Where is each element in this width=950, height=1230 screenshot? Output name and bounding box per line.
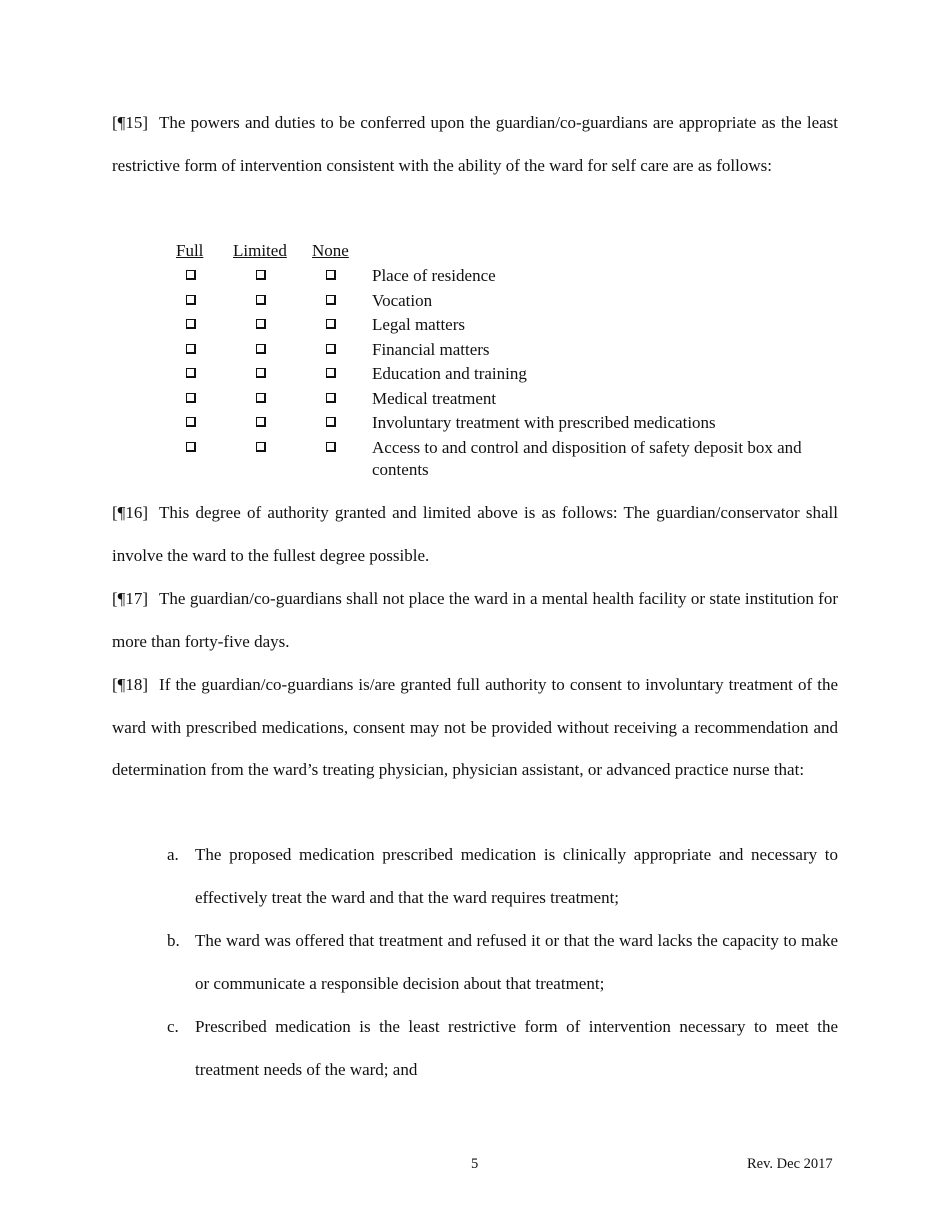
paragraph-text: The guardian/co-guardians shall not place the ward in a mental health facility or state institution for more than forty-five days. bbox=[112, 589, 838, 651]
row-label: Involuntary treatment with prescribed medications bbox=[372, 413, 716, 432]
checkbox-none[interactable] bbox=[326, 344, 336, 354]
paragraph-18 bbox=[112, 664, 838, 792]
checkbox-none[interactable] bbox=[326, 442, 336, 452]
checkbox-full[interactable] bbox=[186, 344, 196, 354]
paragraph-17 bbox=[112, 578, 838, 663]
list-text: Prescribed medication is the least restrictive form of intervention necessary to meet the treatment needs of the ward; and bbox=[195, 1017, 838, 1079]
paragraph-number: [¶15] bbox=[112, 113, 149, 132]
paragraph-number: [¶16] bbox=[112, 503, 149, 522]
checkbox-none[interactable] bbox=[326, 270, 336, 280]
row-label: Education and training bbox=[372, 364, 527, 383]
checkbox-full[interactable] bbox=[186, 393, 196, 403]
column-header-full: Full bbox=[176, 241, 204, 260]
checkbox-limited[interactable] bbox=[256, 442, 266, 452]
paragraph-text: This degree of authority granted and limited above is as follows: The guardian/conservator shall involve the ward to the fullest degree possible. bbox=[112, 503, 838, 565]
row-label: Place of residence bbox=[372, 266, 496, 285]
row-label: Medical treatment bbox=[372, 388, 497, 408]
row-label: Vocation bbox=[372, 290, 433, 310]
list-text: The proposed medication prescribed medication is clinically appropriate and necessary to effectively treat the ward and that the ward requires treatment; bbox=[195, 845, 838, 907]
paragraph-text: The powers and duties to be conferred upon the guardian/co-guardians are appropriate as the least restrictive form of intervention consistent with the ability of the ward for self care are as follows: bbox=[112, 113, 838, 175]
checkbox-none[interactable] bbox=[326, 393, 336, 403]
checkbox-limited[interactable] bbox=[256, 344, 266, 354]
page-number: 5 bbox=[471, 1156, 479, 1172]
paragraph-16 bbox=[112, 492, 838, 577]
column-header-limited: Limited bbox=[233, 241, 287, 260]
paragraph-number: [¶18] bbox=[112, 675, 149, 694]
checkbox-limited[interactable] bbox=[256, 319, 266, 329]
row-label: Financial matters bbox=[372, 339, 490, 359]
checkbox-none[interactable] bbox=[326, 295, 336, 305]
list-letter: b. bbox=[167, 931, 180, 950]
checkbox-full[interactable] bbox=[186, 442, 196, 452]
list-item-a bbox=[167, 834, 838, 919]
list-letter: c. bbox=[167, 1017, 179, 1036]
checkbox-full[interactable] bbox=[186, 319, 196, 329]
list-item-c bbox=[167, 1006, 838, 1091]
list-text: The ward was offered that treatment and refused it or that the ward lacks the capacity to make or communicate a responsible decision about that treatment; bbox=[195, 931, 838, 993]
row-label: Access to and control and disposition of safety deposit box and contents bbox=[372, 437, 802, 479]
checkbox-limited[interactable] bbox=[256, 368, 266, 378]
checkbox-limited[interactable] bbox=[256, 417, 266, 427]
checkbox-limited[interactable] bbox=[256, 393, 266, 403]
paragraph-number: [¶17] bbox=[112, 589, 149, 608]
list-item-b bbox=[167, 920, 838, 1005]
checkbox-full[interactable] bbox=[186, 270, 196, 280]
checkbox-limited[interactable] bbox=[256, 295, 266, 305]
paragraph-15 bbox=[112, 102, 838, 187]
column-header-none: None bbox=[312, 241, 349, 260]
checkbox-full[interactable] bbox=[186, 417, 196, 427]
paragraph-text: If the guardian/co-guardians is/are granted full authority to consent to involuntary treatment of the ward with prescribed medications, consent may not be provided without receiving a recommendation and determination from the ward’s treating physician, physician assistant, or advanced practice nurse that: bbox=[112, 675, 838, 779]
checkbox-none[interactable] bbox=[326, 417, 336, 427]
row-label: Legal matters bbox=[372, 315, 465, 334]
revision-date: Rev. Dec 2017 bbox=[747, 1156, 833, 1172]
list-letter: a. bbox=[167, 845, 179, 864]
checkbox-full[interactable] bbox=[186, 295, 196, 305]
checkbox-none[interactable] bbox=[326, 319, 336, 329]
checkbox-limited[interactable] bbox=[256, 270, 266, 280]
checkbox-full[interactable] bbox=[186, 368, 196, 378]
checkbox-none[interactable] bbox=[326, 368, 336, 378]
